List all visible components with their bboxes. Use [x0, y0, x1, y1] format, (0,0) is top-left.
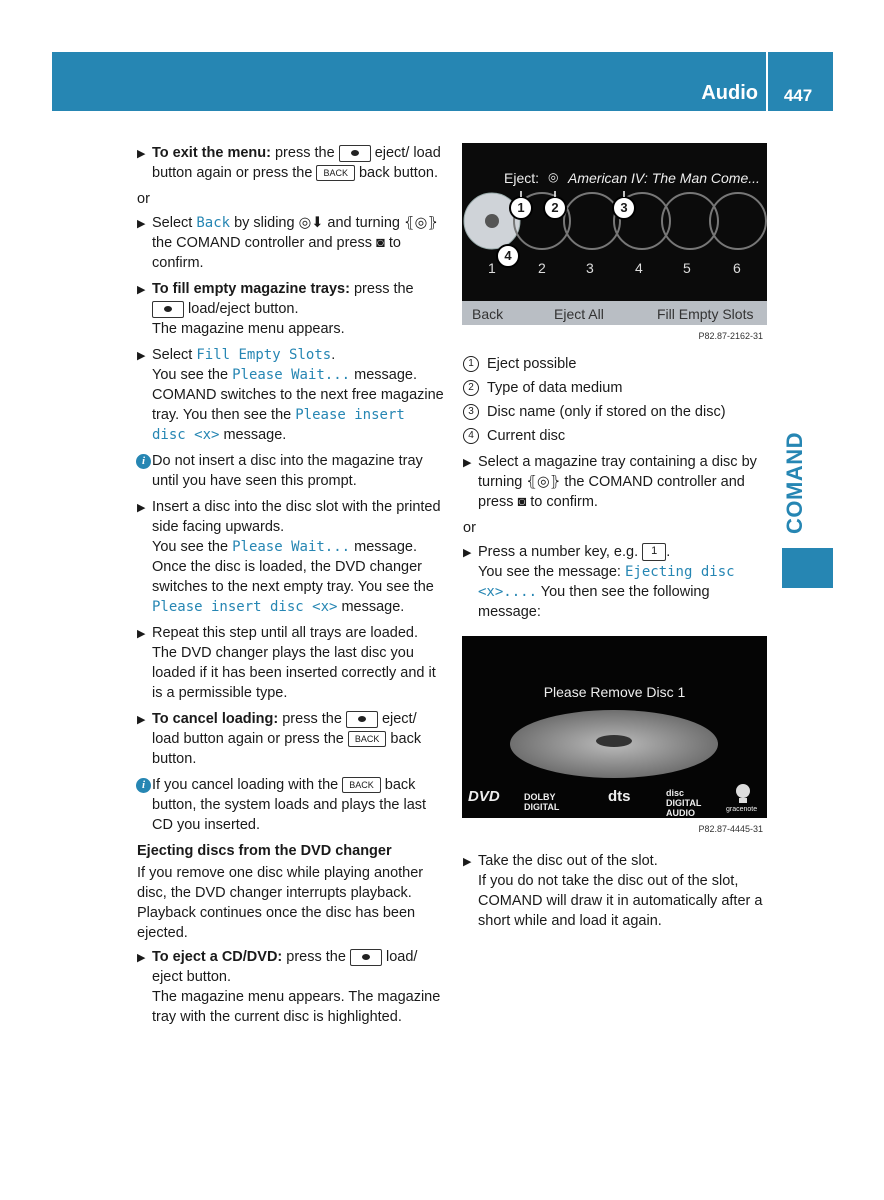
legend-number: 1: [463, 356, 479, 372]
slot-4: 4: [635, 260, 643, 276]
step-repeat: [137, 623, 445, 703]
eject-key-icon: [339, 145, 371, 162]
figure-code: P82.87-2162-31: [698, 331, 763, 341]
bullet-icon: ▶: [463, 457, 472, 469]
figure-code: P82.87-4445-31: [698, 824, 763, 834]
side-label: [770, 430, 820, 542]
text: message.: [219, 427, 287, 443]
slot-1: 1: [488, 260, 496, 276]
legend-item: [463, 378, 773, 398]
menu-fill-empty-slots[interactable]: Fill Empty Slots: [657, 306, 754, 322]
section-heading: Ejecting discs from the DVD changer: [137, 843, 392, 859]
step-select-tray: [463, 452, 773, 512]
text: eject/ load button again or press the: [152, 145, 441, 181]
text: You see the message:: [478, 564, 625, 580]
side-label-text: COMAND: [782, 432, 807, 534]
legend-number: 3: [463, 404, 479, 420]
or-text: or: [137, 191, 150, 207]
side-tab: [782, 548, 833, 588]
step-eject: [137, 947, 445, 1027]
eject-key-icon: [350, 949, 382, 966]
bullet-icon: ▶: [137, 714, 146, 726]
left-column: [137, 143, 445, 1033]
or-text: or: [463, 520, 476, 536]
text: press the: [349, 281, 414, 297]
back-key-icon: BACK: [348, 731, 387, 747]
text: If you do not take the disc out of the slot, COMAND will draw it in automatically after a short while and load it again.: [478, 873, 763, 929]
remove-disc-message: Please Remove Disc 1: [543, 684, 686, 700]
text: by sliding ◎⬇ and turning ⦃◎⦄ the COMAND controller and press ◙ to confirm.: [152, 215, 438, 271]
bullet-icon: ▶: [137, 148, 146, 160]
bullet-icon: ▶: [137, 284, 146, 296]
legend-text: Current disc: [487, 428, 566, 444]
disc-icon: ◎: [548, 170, 559, 184]
section-title: Audio: [701, 82, 758, 104]
dolby-logo: DOLBY DIGITAL: [524, 792, 560, 812]
bullet-icon: ▶: [137, 628, 146, 640]
text: Press a number key, e.g.: [478, 544, 643, 560]
text: press the: [278, 711, 346, 727]
text: Insert a disc into the disc slot with the printed side facing upwards.: [152, 499, 441, 535]
info-icon: i: [136, 778, 151, 793]
remove-disc-screen: [462, 636, 767, 840]
step-title: To fill empty magazine trays:: [152, 281, 350, 297]
dts-logo: dts: [608, 788, 631, 805]
step-take-out: [463, 851, 773, 931]
display-text: Back: [196, 215, 231, 231]
text: Select: [152, 215, 197, 231]
bullet-icon: ▶: [463, 856, 472, 868]
callout-4: 4: [504, 248, 512, 263]
text: If you cancel loading with the: [152, 777, 343, 793]
text: Take the disc out of the slot.: [478, 853, 658, 869]
text: The magazine menu appears.: [152, 321, 345, 337]
text: back button, the system loads and plays the last CD you inserted.: [152, 777, 427, 833]
step-number-key: [463, 542, 773, 622]
text: load/eject button.: [184, 301, 299, 317]
info-note-2: [137, 775, 445, 835]
back-key-icon: BACK: [316, 165, 355, 181]
text: The magazine menu appears. The magazine tray with the current disc is highlighted.: [152, 989, 441, 1025]
paragraph: If you remove one disc while playing another disc, the DVD changer interrupts playback. Playback continues once the disc has been ejected.: [137, 865, 424, 941]
legend-number: 2: [463, 380, 479, 396]
step-title: To exit the menu:: [152, 145, 271, 161]
text: back button.: [354, 165, 438, 181]
remove-disc-graphic: [462, 636, 767, 840]
legend-item: [463, 402, 773, 422]
display-text: Ejecting disc <x>....: [478, 564, 735, 600]
text: .: [331, 347, 336, 363]
step-insert-disc: [137, 497, 445, 617]
step-select-back: [137, 213, 445, 273]
text: eject/ load button again or press the: [152, 711, 417, 747]
eject-key-icon: [152, 301, 184, 318]
legend-text: Type of data medium: [487, 380, 623, 396]
eject-key-icon: [346, 711, 378, 728]
disc-name: American IV: The Man Come...: [568, 170, 760, 186]
text: message.: [337, 599, 405, 615]
right-column: [463, 354, 773, 628]
step-exit-menu: [137, 143, 445, 183]
gracenote-logo: gracenote: [726, 806, 758, 813]
text: message. COMAND switches to the next free magazine tray. You then see the: [152, 367, 444, 423]
text: back button.: [152, 731, 422, 767]
text: Select: [152, 347, 197, 363]
text: Select a magazine tray containing a disc by turning ⦃◎⦄ the COMAND controller and press ◙ to confirm.: [478, 454, 757, 510]
legend-text: Disc name (only if stored on the disc): [487, 404, 726, 420]
header-divider: [766, 52, 768, 111]
text: You see the: [152, 539, 233, 555]
step-fill-trays: [137, 279, 445, 339]
number-key-icon: 1: [642, 543, 666, 561]
step-title: To cancel loading:: [152, 711, 279, 727]
legend-item: [463, 354, 773, 374]
text: Repeat this step until all trays are loaded. The DVD changer plays the last disc you loaded if it has been inserted correctly and it is a permissible type.: [152, 625, 436, 701]
cd-logo: disc DIGITAL AUDIO: [666, 788, 702, 818]
bullet-icon: ▶: [137, 350, 146, 362]
slot-6: 6: [733, 260, 741, 276]
bullet-icon: ▶: [463, 547, 472, 559]
text: load/ eject button.: [152, 949, 418, 985]
dvd-logo: DVD: [468, 788, 500, 805]
display-text: Please Wait...: [232, 367, 351, 383]
bullet-icon: ▶: [137, 502, 146, 514]
display-text: Fill Empty Slots: [196, 347, 332, 363]
legend-text: Eject possible: [487, 356, 577, 372]
text: Do not insert a disc into the magazine tray until you have seen this prompt.: [152, 453, 423, 489]
display-text: Please insert disc <x>: [152, 407, 405, 443]
text: message. Once the disc is loaded, the DVD changer switches to the next empty tray. You see the: [152, 539, 434, 595]
callout-3: 3: [620, 200, 628, 215]
magazine-screen: [462, 143, 767, 347]
info-icon: i: [136, 454, 151, 469]
display-text: Please insert disc <x>: [152, 599, 338, 615]
step-select-fill: [137, 345, 445, 445]
text: .: [666, 544, 671, 560]
menu-eject-all[interactable]: Eject All: [554, 306, 604, 322]
text: You see the: [152, 367, 233, 383]
callout-2: 2: [551, 200, 559, 215]
bullet-icon: ▶: [137, 952, 146, 964]
menu-back[interactable]: Back: [472, 306, 504, 322]
step-cancel: [137, 709, 445, 769]
slot-5: 5: [683, 260, 691, 276]
text: You then see the following message:: [478, 584, 710, 620]
slot-3: 3: [586, 260, 594, 276]
eject-label: Eject:: [504, 170, 540, 186]
slot-2: 2: [538, 260, 546, 276]
right-column-bottom: [463, 851, 773, 937]
display-text: Please Wait...: [232, 539, 351, 555]
text: press the: [282, 949, 350, 965]
bullet-icon: ▶: [137, 218, 146, 230]
back-key-icon: BACK: [342, 777, 381, 793]
legend-number: 4: [463, 428, 479, 444]
step-title: To eject a CD/DVD:: [152, 949, 283, 965]
text: press the: [270, 145, 339, 161]
callout-1: 1: [517, 200, 525, 215]
legend-item: [463, 426, 773, 446]
info-note-1: [137, 451, 445, 491]
page-number: 447: [783, 86, 813, 105]
